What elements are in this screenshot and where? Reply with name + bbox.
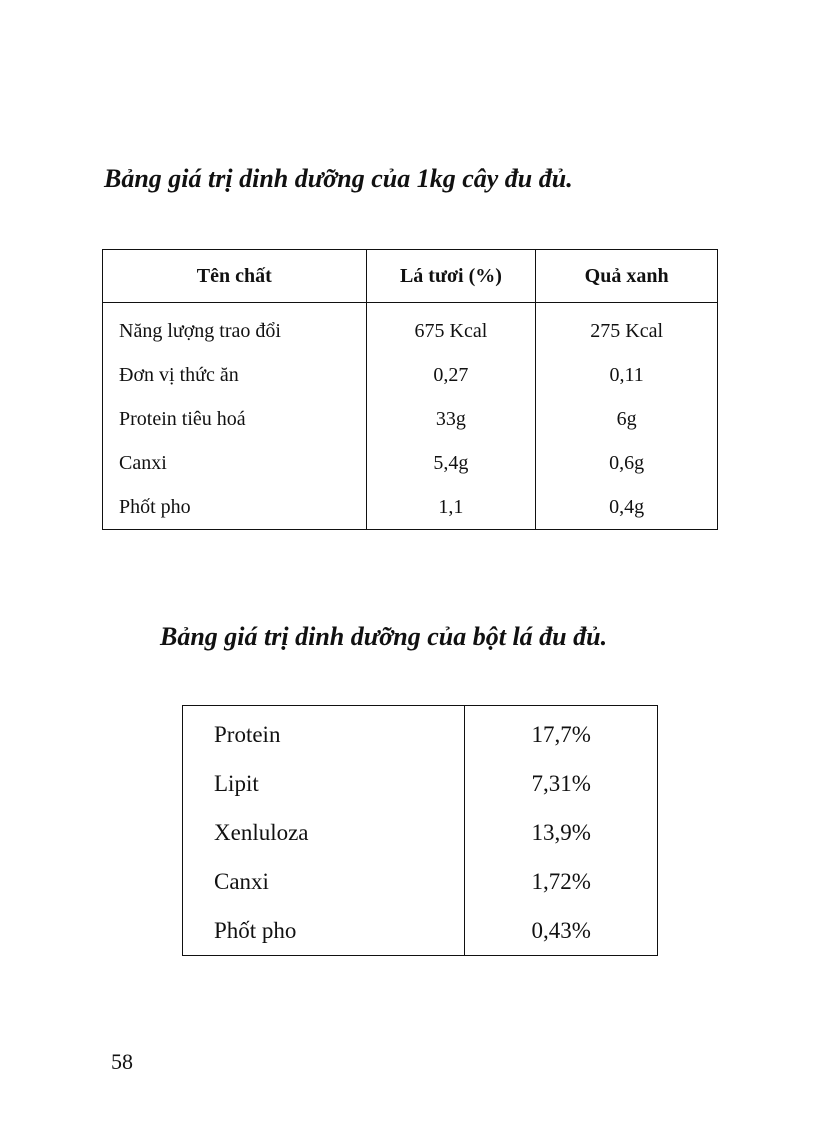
table2-title: Bảng giá trị dinh dưỡng của bột lá đu đủ. <box>160 622 608 651</box>
column-header-substance: Tên chất <box>103 250 367 303</box>
green-fruit-value: 6g <box>536 397 718 441</box>
table-row <box>103 303 718 354</box>
row-name: Phốt pho <box>103 485 367 530</box>
row-value: 13,9% <box>465 808 658 857</box>
row-name: Năng lượng trao đổi <box>103 303 367 354</box>
row-name: Protein <box>183 706 465 760</box>
row-value: 1,72% <box>465 857 658 906</box>
table-row <box>103 397 718 441</box>
row-name: Canxi <box>103 441 367 485</box>
table-row <box>183 857 658 906</box>
nutrition-table-leaf-powder <box>182 705 658 956</box>
green-fruit-value: 0,4g <box>536 485 718 530</box>
table-row <box>183 808 658 857</box>
column-header-green-fruit: Quả xanh <box>536 250 718 303</box>
table-row <box>103 441 718 485</box>
row-value: 17,7% <box>465 706 658 760</box>
green-fruit-value: 0,6g <box>536 441 718 485</box>
table-header-row <box>103 250 718 303</box>
page-number: 58 <box>111 1049 133 1074</box>
nutrition-table-papaya-plant <box>102 249 718 530</box>
row-name: Phốt pho <box>183 906 465 956</box>
table1-title: Bảng giá trị dinh dưỡng của 1kg cây đu đủ. <box>104 164 573 193</box>
row-name: Lipit <box>183 759 465 808</box>
green-fruit-value: 275 Kcal <box>536 303 718 354</box>
column-header-fresh-leaf: Lá tươi (%) <box>366 250 536 303</box>
row-name: Xenluloza <box>183 808 465 857</box>
fresh-leaf-value: 5,4g <box>366 441 536 485</box>
table-row <box>103 485 718 530</box>
table-row <box>103 353 718 397</box>
table-row <box>183 759 658 808</box>
row-name: Đơn vị thức ăn <box>103 353 367 397</box>
fresh-leaf-value: 0,27 <box>366 353 536 397</box>
table-row <box>183 706 658 760</box>
row-value: 7,31% <box>465 759 658 808</box>
fresh-leaf-value: 1,1 <box>366 485 536 530</box>
fresh-leaf-value: 33g <box>366 397 536 441</box>
fresh-leaf-value: 675 Kcal <box>366 303 536 354</box>
row-name: Protein tiêu hoá <box>103 397 367 441</box>
row-name: Canxi <box>183 857 465 906</box>
table-row <box>183 906 658 956</box>
row-value: 0,43% <box>465 906 658 956</box>
green-fruit-value: 0,11 <box>536 353 718 397</box>
